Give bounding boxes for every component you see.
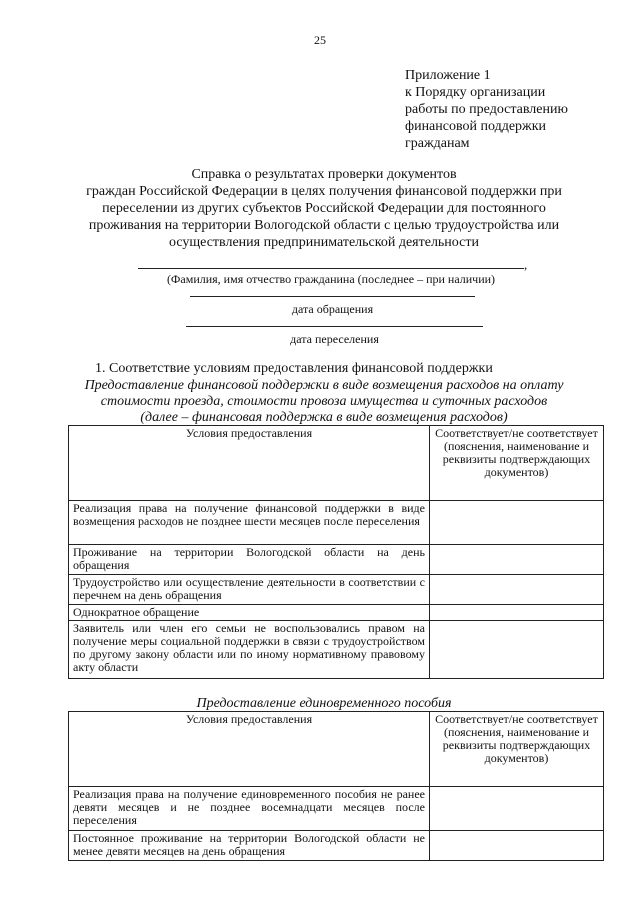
title-line: осуществления предпринимательской деятельности: [169, 235, 479, 250]
table-row: [69, 621, 604, 679]
appendix-line: гражданам: [405, 136, 470, 151]
application-date-caption: дата обращения: [291, 302, 374, 316]
conditions-table-2: [68, 711, 604, 861]
table-row: [69, 575, 604, 605]
name-caption: (Фамилия, имя отчество гражданина (последнее – при наличии): [166, 272, 496, 286]
title-line: переселении из других субъектов Российской Федерации для постоянного: [102, 201, 546, 216]
appendix-line: Приложение 1: [405, 68, 491, 83]
condition-cell: Однократное обращение: [69, 605, 430, 621]
subtitle-line: Предоставление финансовой поддержки в виде возмещения расходов на оплату: [84, 378, 564, 393]
relocation-date-line: [186, 326, 483, 327]
condition-cell: Трудоустройство или осуществление деятельности в соответствии с перечнем на день обращения: [69, 575, 430, 605]
compliance-cell[interactable]: [430, 831, 604, 861]
subtitle-line: (далее – финансовая поддержка в виде возмещения расходов): [140, 410, 508, 425]
header-compliance: Соответствует/не соответствует (пояснения, наименование и реквизиты подтверждающих документов): [430, 426, 604, 501]
compliance-cell[interactable]: [430, 621, 604, 679]
table-row: [69, 787, 604, 831]
header-conditions: Условия предоставления: [69, 712, 430, 787]
table-row: [69, 605, 604, 621]
compliance-cell[interactable]: [430, 787, 604, 831]
condition-cell: Реализация права на получение единовременного пособия не ранее девяти месяцев и не позднее восемнадцати месяцев после переселения: [69, 787, 430, 831]
compliance-cell[interactable]: [430, 575, 604, 605]
appendix-note: [405, 67, 568, 152]
table-row: [69, 545, 604, 575]
section-2-subtitle: Предоставление единовременного пособия: [196, 696, 452, 711]
relocation-date-caption: дата переселения: [290, 332, 379, 346]
title-line: проживания на территории Вологодской области с целью трудоустройства или: [88, 218, 560, 233]
title-line: граждан Российской Федерации в целях получения финансовой поддержки при: [86, 184, 562, 199]
table-header-row: [69, 712, 604, 787]
name-fill-line: [138, 268, 524, 269]
name-line-comma: ,: [524, 257, 528, 272]
appendix-line: работы по предоставлению: [405, 102, 568, 117]
compliance-cell[interactable]: [430, 545, 604, 575]
page-number: 25: [314, 33, 326, 47]
application-date-line: [190, 296, 475, 297]
document-title: [60, 166, 588, 251]
condition-cell: Постоянное проживание на территории Вологодской области не менее девяти месяцев на день обращения: [69, 831, 430, 861]
condition-cell: Заявитель или член его семьи не воспользовались правом на получение меры социальной поддержки в связи с трудоустройством по другому закону области или по иному нормативному правовому акту области: [69, 621, 430, 679]
compliance-cell[interactable]: [430, 605, 604, 621]
table-row: [69, 501, 604, 545]
table-row: [69, 831, 604, 861]
section-1-heading: 1. Соответствие условиям предоставления финансовой поддержки: [95, 361, 493, 376]
condition-cell: Проживание на территории Вологодской области на день обращения: [69, 545, 430, 575]
conditions-table-1: [68, 425, 604, 679]
appendix-line: к Порядку организации: [405, 85, 546, 100]
compliance-cell[interactable]: [430, 501, 604, 545]
table-header-row: [69, 426, 604, 501]
appendix-line: финансовой поддержки: [405, 119, 546, 134]
section-1-subtitle: [60, 378, 588, 426]
subtitle-line: стоимости проезда, стоимости провоза имущества и суточных расходов: [100, 394, 548, 409]
header-conditions: Условия предоставления: [69, 426, 430, 501]
title-line: Справка о результатах проверки документов: [191, 167, 457, 182]
header-compliance: Соответствует/не соответствует (пояснения, наименование и реквизиты подтверждающих документов): [430, 712, 604, 787]
condition-cell: Реализация права на получение финансовой поддержки в виде возмещения расходов не позднее шести месяцев после переселения: [69, 501, 430, 545]
